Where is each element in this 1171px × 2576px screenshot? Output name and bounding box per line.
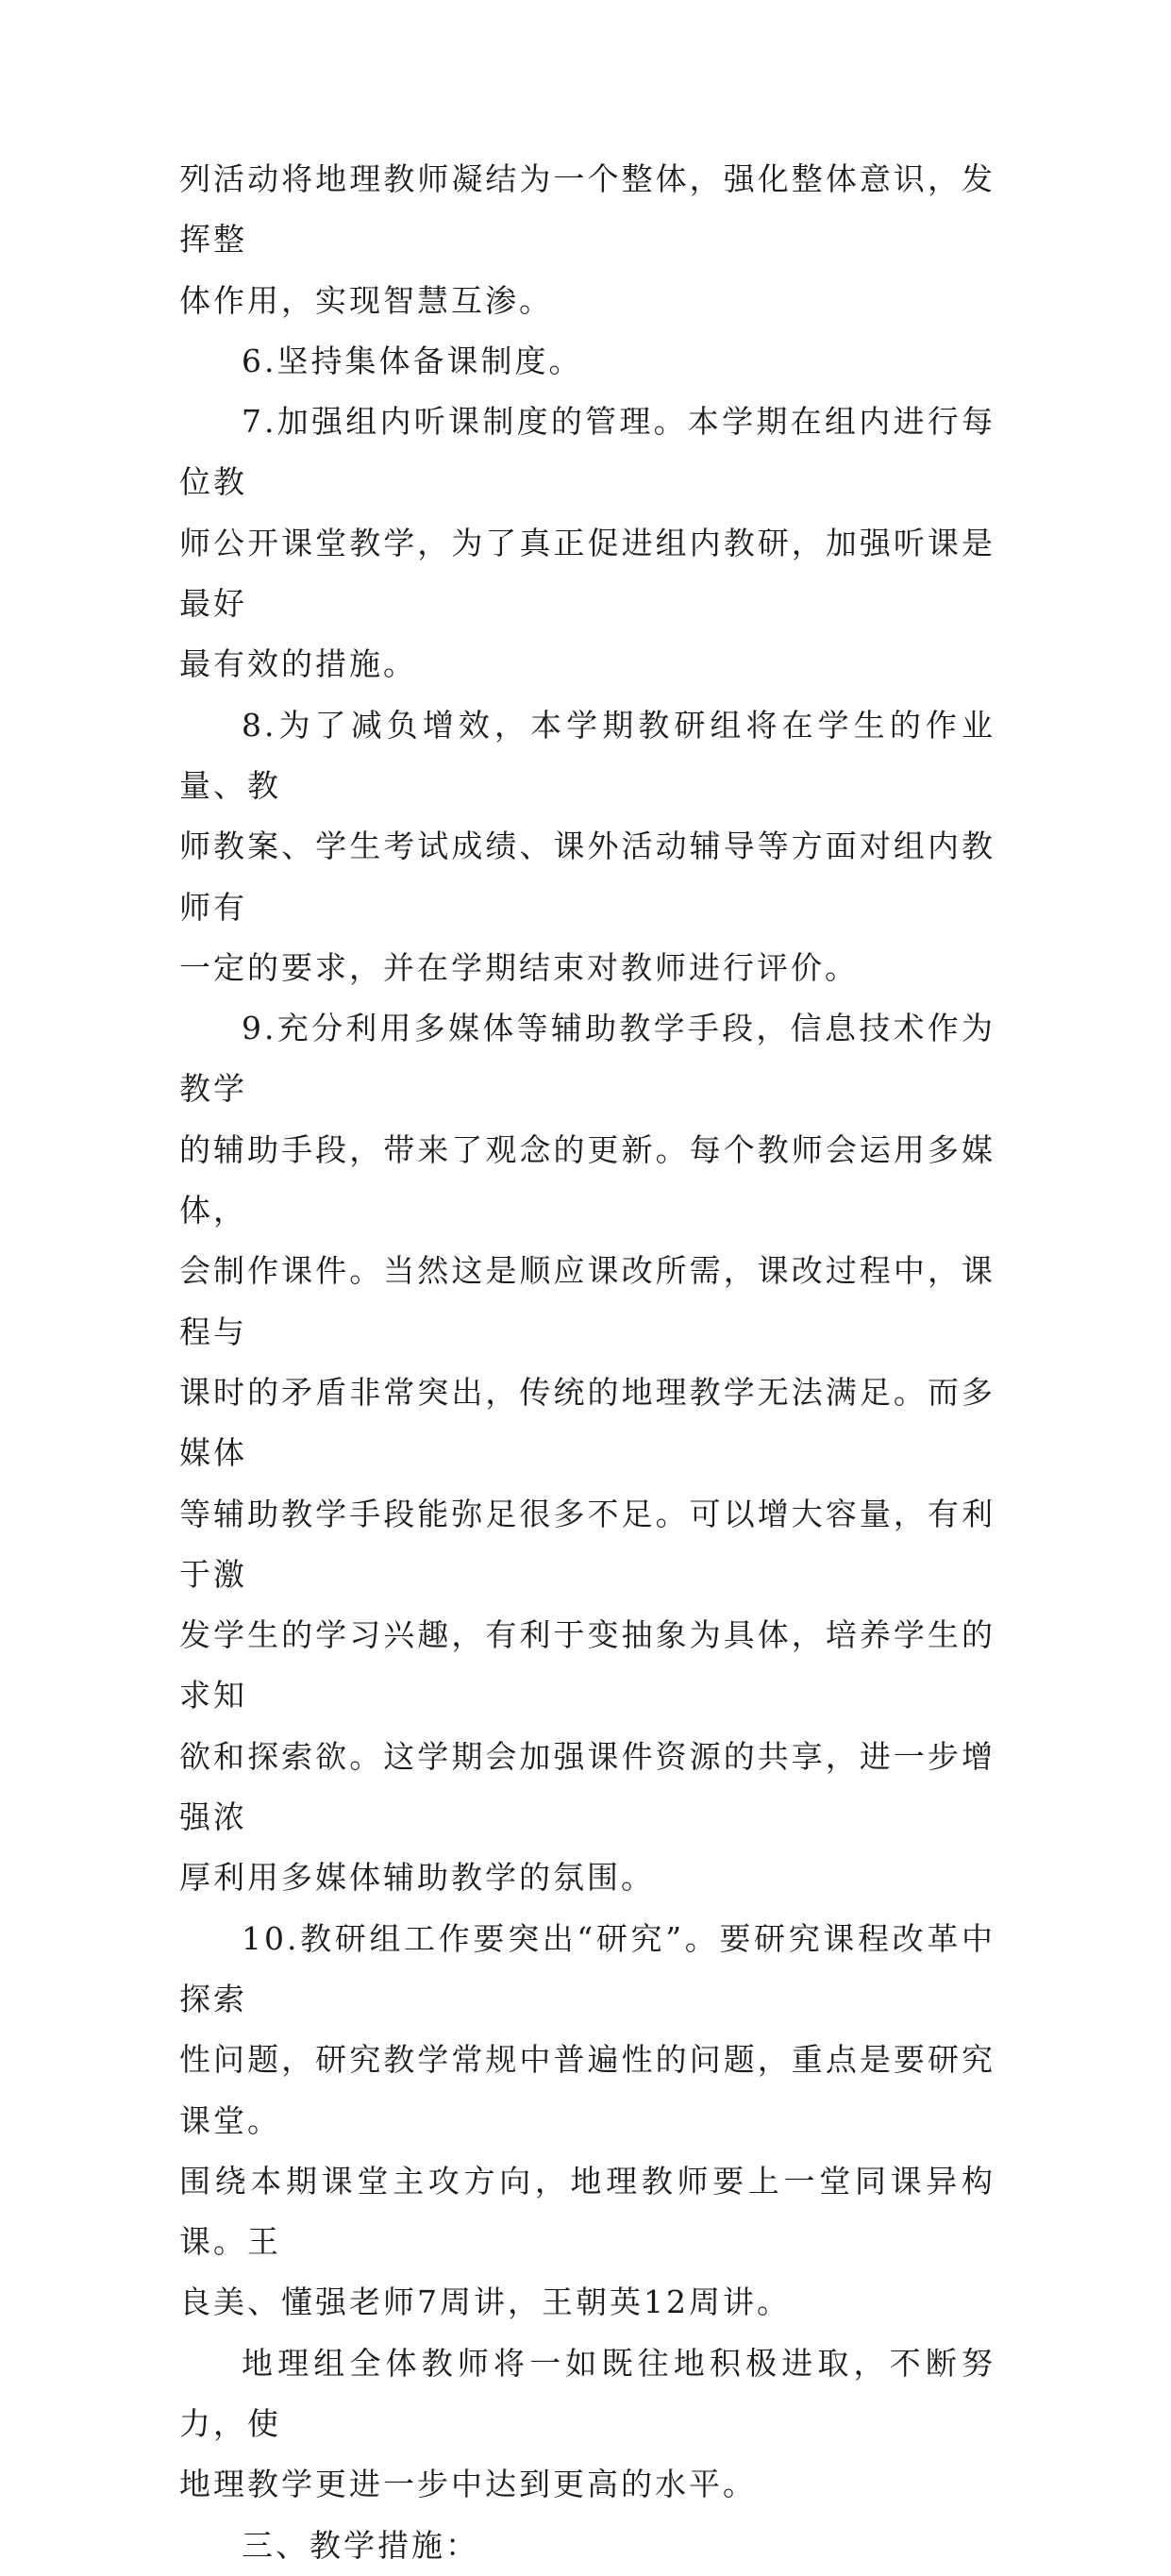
text-line: 7.加强组内听课制度的管理。本学期在组内进行每位教 — [179, 403, 995, 501]
paragraph — [179, 2333, 995, 2516]
paragraph — [179, 998, 995, 1908]
text-line: 良美、懂强老师7周讲，王朝英12周讲。 — [179, 2283, 791, 2321]
paragraph — [179, 149, 995, 331]
text-line: 课时的矛盾非常突出，传统的地理教学无法满足。而多媒体 — [179, 1373, 995, 1472]
text-line: 列活动将地理教师凝结为一个整体，强化整体意识，发挥整 — [179, 160, 995, 259]
text-line: 一定的要求，并在学期结束对教师进行评价。 — [179, 948, 859, 986]
text-line: 最有效的措施。 — [179, 645, 417, 683]
text-line: 体作用，实现智慧互渗。 — [179, 281, 553, 319]
text-line: 师公开课堂教学，为了真正促进组内教研，加强听课是最好 — [179, 524, 995, 623]
text-line: 10.教研组工作要突出“研究”。要研究课程改革中探索 — [179, 1919, 995, 2017]
text-line: 9.充分利用多媒体等辅助教学手段，信息技术作为教学 — [179, 1010, 995, 1108]
section-heading — [179, 2516, 995, 2576]
text-line: 的辅助手段，带来了观念的更新。每个教师会运用多媒体， — [179, 1130, 995, 1229]
text-line: 性问题，研究教学常规中普遍性的问题，重点是要研究课堂。 — [179, 2041, 995, 2139]
text-line: 发学生的学习兴趣，有利于变抽象为具体，培养学生的求知 — [179, 1616, 995, 1715]
paragraph — [179, 392, 995, 694]
text-line: 厚利用多媒体辅助教学的氛围。 — [179, 1859, 655, 1897]
text-line: 欲和探索欲。这学期会加强课件资源的共享，进一步增强浓 — [179, 1737, 995, 1836]
text-line: 等辅助教学手段能弥足很多不足。可以增大容量，有利于激 — [179, 1495, 995, 1593]
paragraph — [179, 1909, 995, 2333]
document-body — [179, 149, 995, 2576]
paragraph — [179, 331, 995, 392]
paragraph — [179, 695, 995, 998]
text-line: 会制作课件。当然这是顺应课改所需，课改过程中，课程与 — [179, 1252, 995, 1350]
text-line: 三、教学措施： — [242, 2526, 479, 2564]
text-line: 地理组全体教师将一如既往地积极进取，不断努力，使 — [179, 2344, 995, 2442]
text-line: 地理教学更进一步中达到更高的水平。 — [179, 2466, 757, 2503]
text-line: 8.为了减负增效，本学期教研组将在学生的作业量、教 — [179, 706, 995, 804]
text-line: 6.坚持集体备课制度。 — [242, 342, 583, 379]
text-line: 师教案、学生考试成绩、课外活动辅导等方面对组内教师有 — [179, 828, 995, 926]
text-line: 围绕本期课堂主攻方向，地理教师要上一堂同课异构课。王 — [179, 2162, 995, 2261]
